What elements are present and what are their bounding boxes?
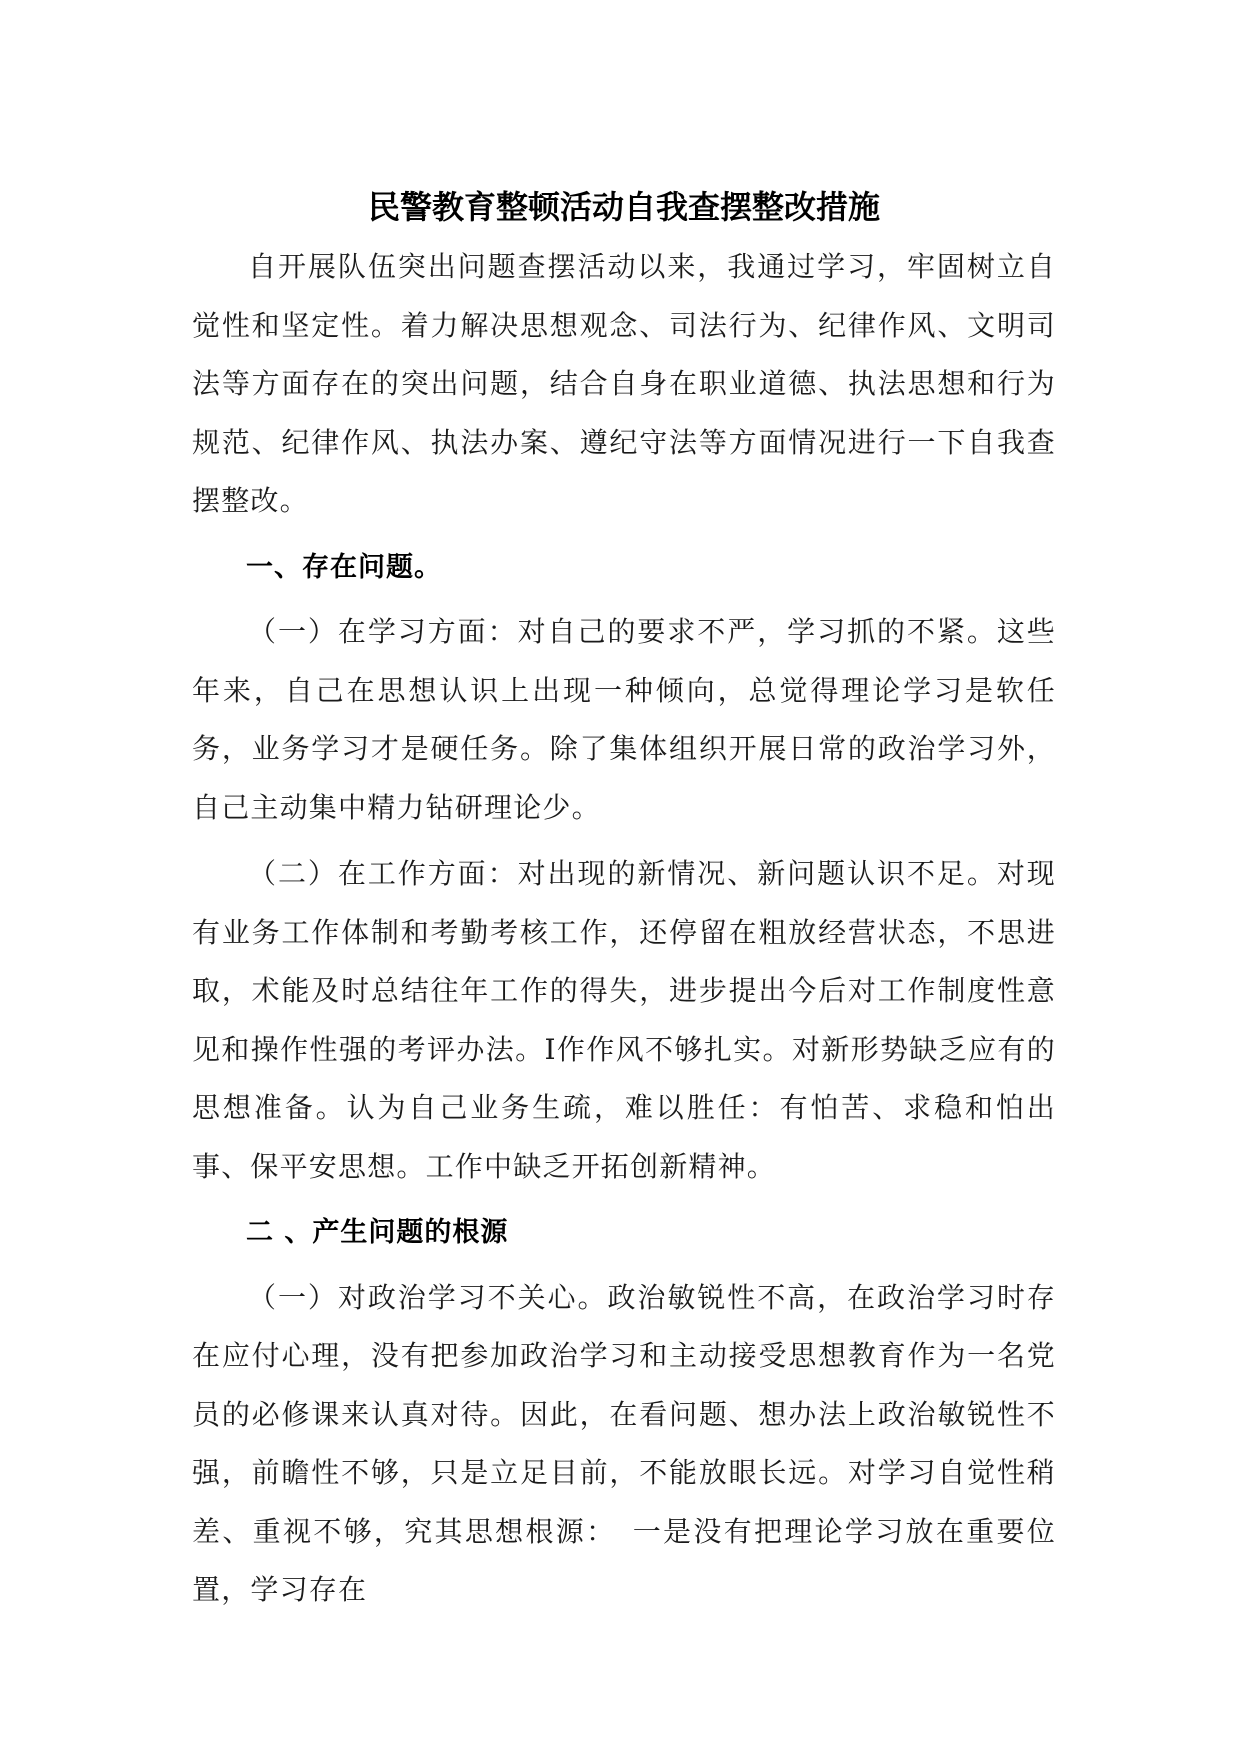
problems-study-paragraph: （一）在学习方面：对自己的要求不严，学习抓的不紧。这些年来，自己在思想认识上出现一种倾向，总觉得理论学习是软任务，业务学习才是硬任务。除了集体组织开展日常的政治学习外，自己主动集中精力钻研理论少。 <box>192 615 1056 824</box>
document-body <box>192 178 1056 1620</box>
document-title: 民警教育整顿活动自我查摆整改措施 <box>367 188 880 226</box>
problems-work-paragraph: （二）在工作方面：对出现的新情况、新问题认识不足。对现有业务工作体制和考勤考核工作，还停留在粗放经营状态，不思进取，术能及时总结往年工作的得失，进步提出今后对工作制度性意见和操作性强的考评办法。I作作风不够扎实。对新形势缺乏应有的思想准备。认为自己业务生疏，难以胜任：有怕苦、求稳和怕出事、保平安思想。工作中缺乏开拓创新精神。 <box>192 857 1056 1183</box>
section-heading-problems: 一、存在问题。 <box>246 551 442 583</box>
section-heading-root-causes: 二 、产生问题的根源 <box>246 1217 509 1248</box>
root-causes-paragraph: （一）对政治学习不关心。政治敏锐性不高，在政治学习时存在应付心理，没有把参加政治学习和主动接受思想教育作为一名党员的必修课来认真对待。因此，在看问题、想办法上政治敏锐性不强，前瞻性不够，只是立足目前，不能放眼长远。对学习自觉性稍差、重视不够，究其思想根源： 一是没有把理论学习放在重要位置，学习存在 <box>192 1280 1056 1606</box>
intro-paragraph: 自开展队伍突出问题查摆活动以来，我通过学习，牢固树立自觉性和坚定性。着力解决思想观念、司法行为、纪律作风、文明司法等方面存在的突出问题，结合自身在职业道德、执法思想和行为规范、纪律作风、执法办案、遵纪守法等方面情况进行一下自我查摆整改。 <box>192 250 1056 517</box>
